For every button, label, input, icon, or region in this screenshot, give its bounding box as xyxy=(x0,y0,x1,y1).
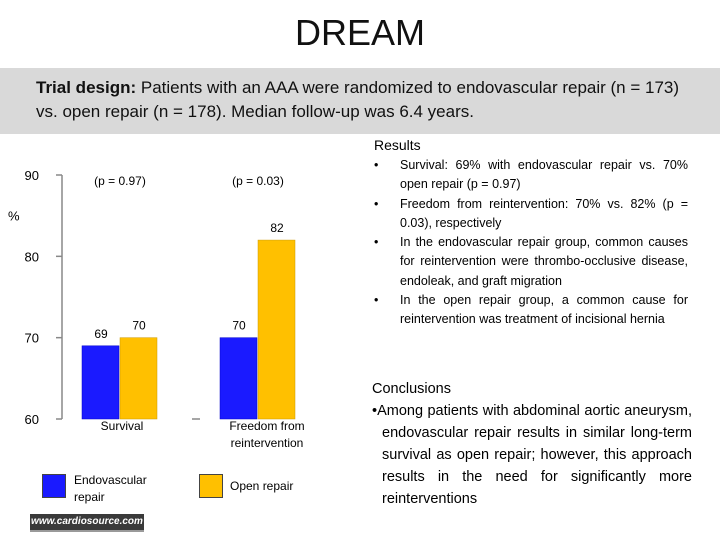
trial-design-text xyxy=(36,76,696,124)
category-label: Freedom from xyxy=(229,419,305,433)
legend-swatch-open xyxy=(199,474,223,498)
results-item-text: In the open repair group, a common cause for reintervention was treatment of incisional hernia xyxy=(400,293,688,327)
results-item-text: Freedom from reintervention: 70% vs. 82% (p = 0.03), respectively xyxy=(400,196,688,230)
y-tick-label: 80 xyxy=(24,249,39,265)
legend-swatch-endovascular xyxy=(42,474,66,498)
bar-value-label: 69 xyxy=(94,326,108,341)
bar-value-label: 82 xyxy=(270,221,284,236)
bullet: • xyxy=(374,293,379,308)
trial-design-body: Patients with an AAA were randomized to endovascular repair (n = 173) vs. open repair (n = 178). Median follow-up was 6.4 years. xyxy=(36,78,680,121)
conclusions-text: •Among patients with abdominal aortic aneurysm, endovascular repair results in similar long-term survival as open repair; however, this approach results in the need for significantly more reinterventions xyxy=(372,403,692,507)
results-item xyxy=(372,291,688,330)
slide-title: DREAM xyxy=(294,12,425,53)
bullet: • xyxy=(374,235,379,250)
category-label: reintervention xyxy=(230,436,304,450)
y-axis-label: % xyxy=(8,208,20,224)
results-item-text: In the endovascular repair group, common causes for reintervention were thrombo-occlusive disease, endoleak, and graft migration xyxy=(400,235,688,288)
legend-label-endovascular: Endovascular repair xyxy=(74,473,147,504)
bullet: • xyxy=(374,196,379,211)
results-list xyxy=(372,156,688,330)
y-tick-label: 90 xyxy=(24,168,39,183)
legend-label-open: Open repair xyxy=(230,479,294,493)
category-label: Survival xyxy=(100,419,144,433)
p-value-label: (p = 0.97) xyxy=(94,174,146,188)
trial-design-label: Trial design: xyxy=(36,78,137,97)
bar-open xyxy=(258,240,295,419)
conclusions-heading: Conclusions xyxy=(372,381,451,397)
trial-design-banner xyxy=(0,68,720,134)
results-item-text: Survival: 69% with endovascular repair vs. 70% open repair (p = 0.97) xyxy=(400,158,688,192)
results-heading: Results xyxy=(374,137,421,153)
bullet: • xyxy=(374,158,379,172)
results-item xyxy=(372,195,688,234)
bar-value-label: 70 xyxy=(132,318,146,333)
conclusions xyxy=(372,378,692,510)
bar-chart xyxy=(0,150,350,510)
results-item xyxy=(372,233,688,291)
bar-value-label: 70 xyxy=(232,318,246,333)
results-item xyxy=(372,156,688,195)
p-value-label: (p = 0.03) xyxy=(232,174,284,188)
y-tick-label: 70 xyxy=(24,330,39,346)
bar-endovascular xyxy=(82,346,119,419)
bar-open xyxy=(120,338,157,419)
bar-endovascular xyxy=(220,338,257,419)
cardiosource-logo: www.cardiosource.com xyxy=(30,514,144,532)
y-tick-label: 60 xyxy=(24,412,39,427)
